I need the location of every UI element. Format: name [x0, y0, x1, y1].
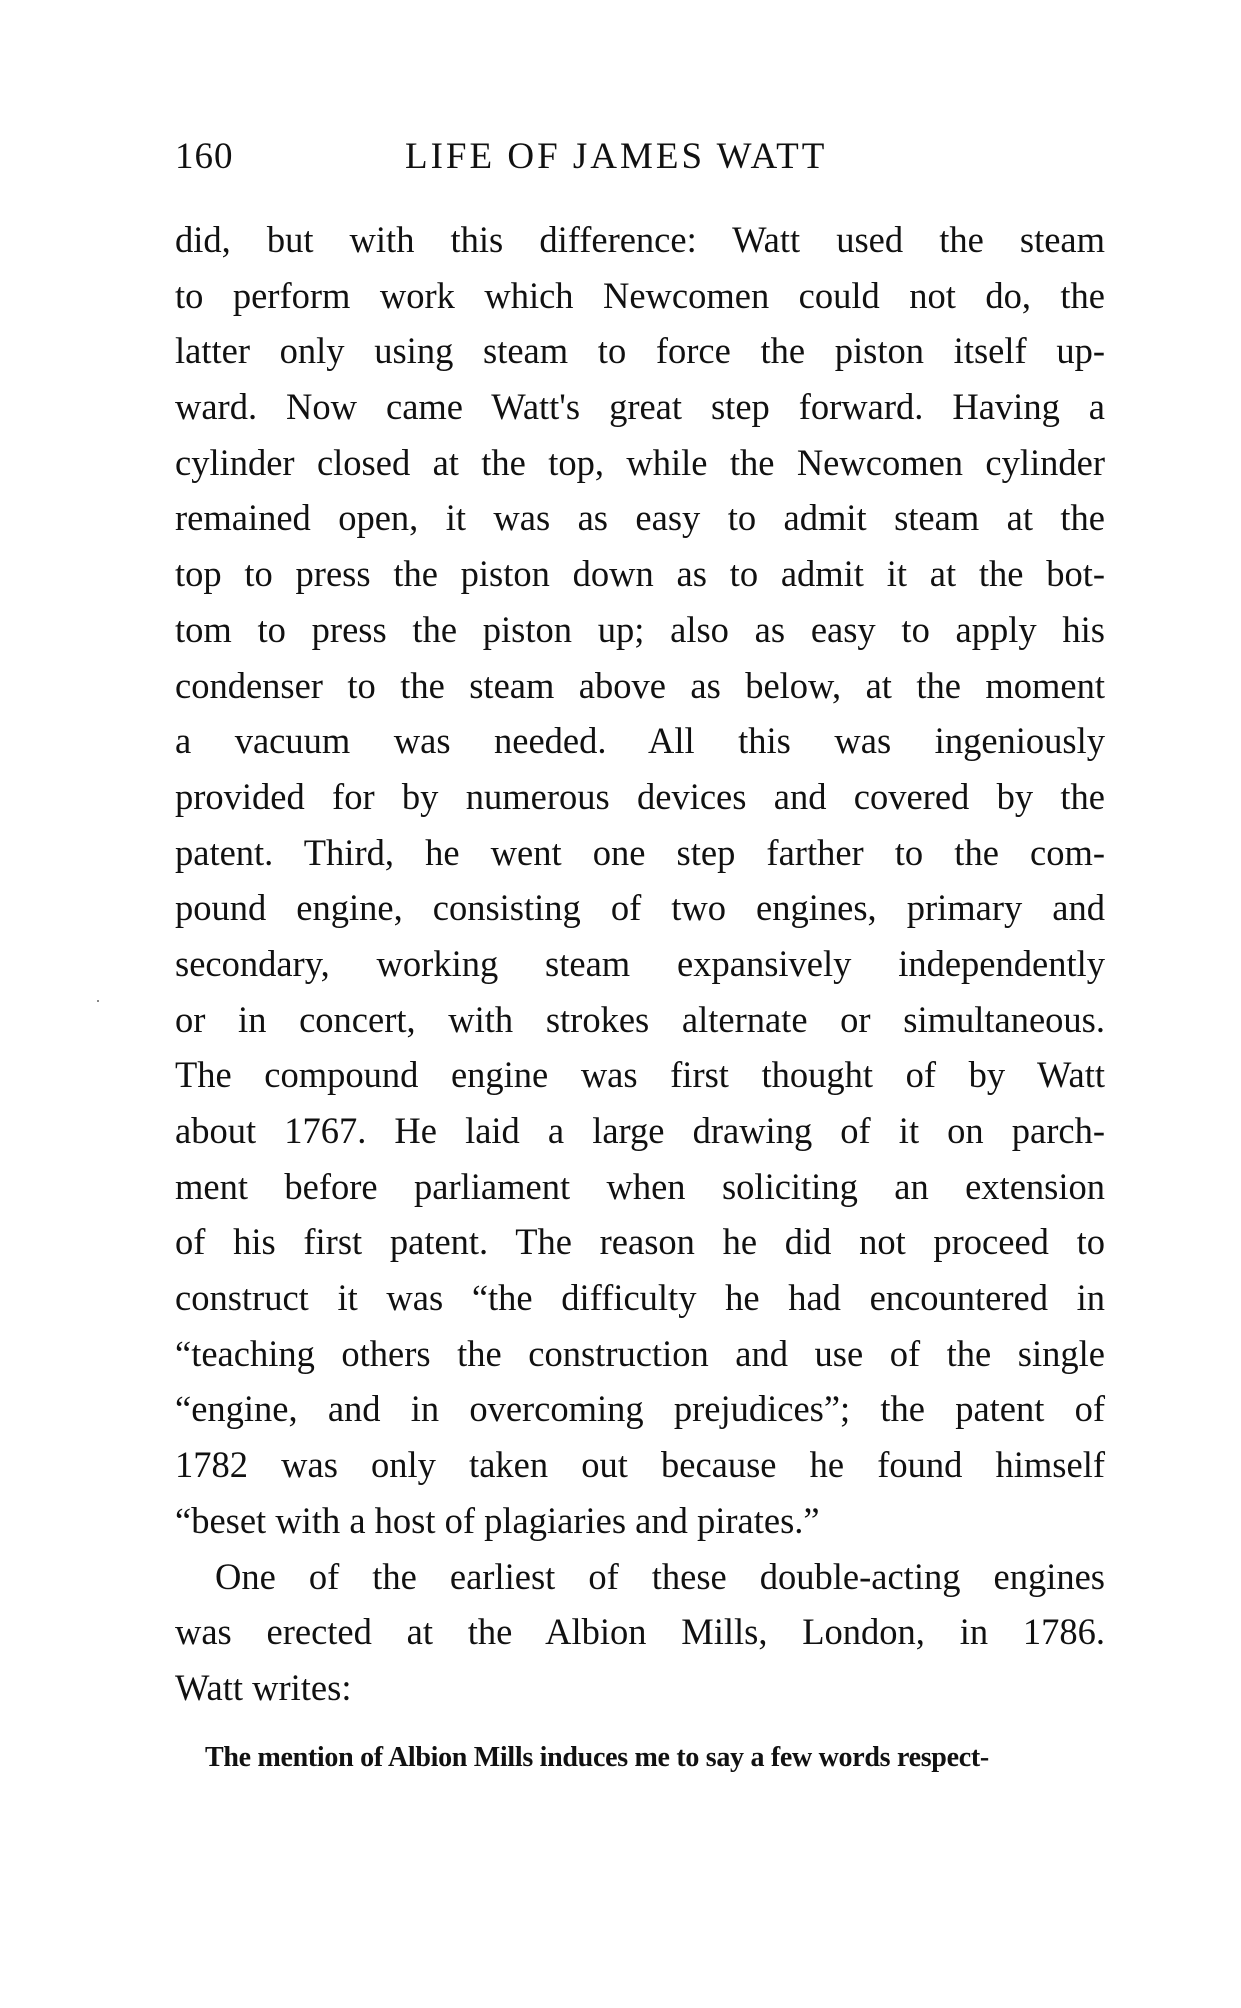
text-line: did, but with this difference: Watt used the steam	[175, 219, 1105, 260]
text-line: was erected at the Albion Mills, London, in 1786.	[175, 1611, 1105, 1653]
text-line: The compound engine was first thought of by Watt	[175, 1054, 1105, 1096]
text-line: or in concert, with strokes alternate or simultaneous.	[175, 998, 1105, 1040]
text-line: pound engine, consisting of two engines, primary and	[175, 887, 1105, 929]
text-line: provided for by numerous devices and covered by the	[175, 775, 1105, 817]
text-line: ment before parliament when soliciting an extension	[175, 1165, 1105, 1207]
text-line: of his first patent. The reason he did not proceed to	[175, 1221, 1105, 1263]
text-line: secondary, working steam expansively independently	[175, 942, 1105, 984]
text-line: tom to press the piston up; also as easy to apply his	[175, 608, 1105, 650]
text-line: condenser to the steam above as below, at the moment	[175, 664, 1105, 706]
running-head	[175, 132, 1105, 182]
body-text	[175, 212, 1105, 1716]
text-line: “teaching others the construction and use of the single	[175, 1332, 1105, 1374]
quote-line: The mention of Albion Mills induces me to say a few words respect-	[205, 1742, 989, 1773]
text-line: ward. Now came Watt's great step forward. Having a	[175, 386, 1105, 428]
block-quote	[175, 1736, 1105, 1780]
text-line: patent. Third, he went one step farther to the com-	[175, 831, 1105, 873]
text-line: latter only using steam to force the piston itself up-	[175, 330, 1105, 372]
text-line: Watt writes:	[175, 1666, 352, 1708]
text-line: “engine, and in overcoming prejudices”; the patent of	[175, 1388, 1105, 1430]
book-title: LIFE OF JAMES WATT	[405, 136, 828, 177]
text-line: about 1767. He laid a large drawing of it on parch-	[175, 1110, 1105, 1151]
paragraph-1	[175, 212, 1105, 1549]
page-number: 160	[175, 136, 234, 177]
text-line: remained open, it was as easy to admit steam at the	[175, 497, 1105, 539]
text-line: top to press the piston down as to admit it at the bot-	[175, 553, 1105, 595]
text-line: 1782 was only taken out because he found himself	[175, 1444, 1105, 1486]
text-line: construct it was “the difficulty he had encountered in	[175, 1277, 1105, 1319]
text-line: cylinder closed at the top, while the Newcomen cylinder	[175, 441, 1105, 483]
text-line: “beset with a host of plagiaries and pirates.”	[175, 1499, 820, 1541]
margin-speck	[97, 1000, 99, 1002]
text-line: a vacuum was needed. All this was ingeniously	[175, 720, 1105, 762]
text-line: One of the earliest of these double-acting engines	[215, 1555, 1105, 1597]
text-line: to perform work which Newcomen could not do, the	[175, 274, 1105, 316]
paragraph-2	[175, 1549, 1105, 1716]
